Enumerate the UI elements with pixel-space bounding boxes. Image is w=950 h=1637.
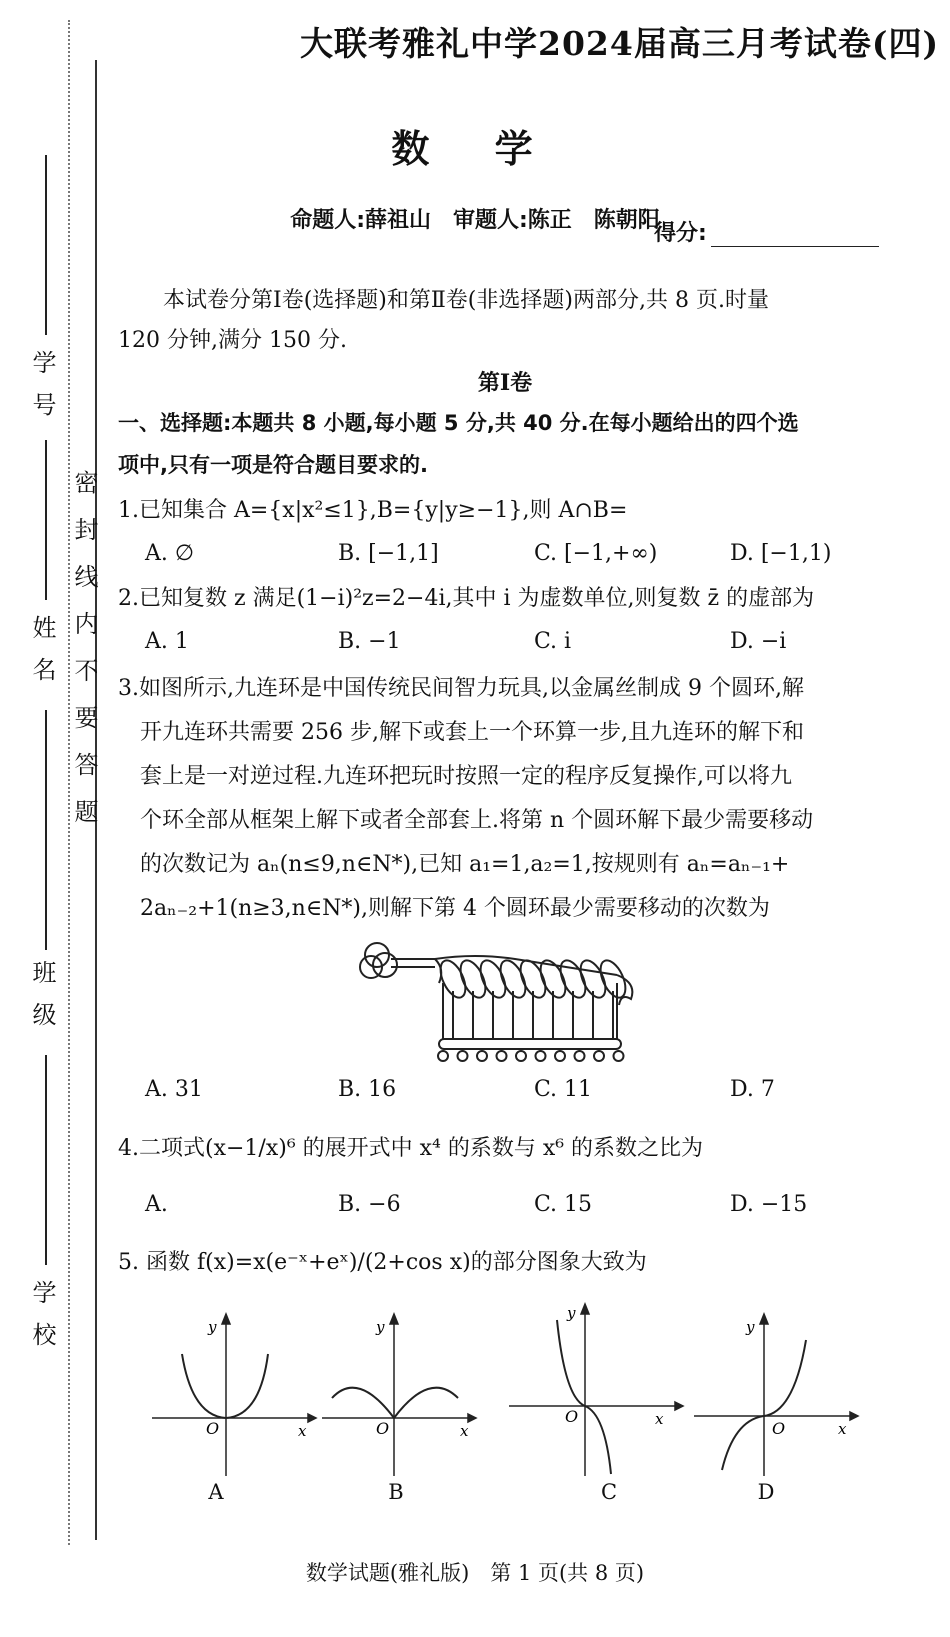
student-id-label: 学号 [28,350,56,434]
q2-option-c: C. i [534,629,572,654]
student-id-write-line [45,155,47,335]
graph-d-origin: O [772,1419,786,1438]
graph-option-d [690,1310,860,1480]
q5-stem: 5. 函数 f(x)=x(e⁻ˣ+eˣ)/(2+cos x)的部分图象大致为 [118,1250,647,1275]
q2-option-a: A. 1 [145,629,189,654]
binding-margin [0,0,100,1637]
subject-title: 数 学 [391,126,559,171]
q3-option-d: D. 7 [730,1077,775,1102]
name-write-line [45,440,47,600]
frame-bead-2 [458,1051,468,1061]
frame-bead-9 [594,1051,604,1061]
q3-stem-line-6: 2aₙ₋₂+1(n≥3,n∈N*),则解下第 4 个圆环最少需要移动的次数为 [140,896,770,921]
authors-line: 命题人:薛祖山 审题人:陈正 陈朝阳 [290,208,660,233]
frame-bead-6 [536,1051,546,1061]
graph-c-x-label: x [655,1410,664,1428]
graph-b-origin: O [376,1419,390,1438]
frame-bead-4 [497,1051,507,1061]
q1-stem: 1.已知集合 A={x|x²≤1},B={y|y≥−1},则 A∩B= [118,498,628,523]
graph-d-x-label: x [838,1420,847,1438]
graph-b-y-label: y [376,1318,385,1336]
frame-bead-10 [614,1051,624,1061]
section-line-2: 项中,只有一项是符合题目要求的. [118,453,428,477]
q2-stem: 2.已知复数 z 满足(1−i)²z=2−4i,其中 i 为虚数单位,则复数 z̄ 的虚部为 [118,586,815,611]
school-label: 学校 [28,1280,56,1364]
graph-c-caption: C [600,1480,618,1504]
graph-b-caption: B [388,1480,404,1504]
q1-option-c: C. [−1,+∞) [534,541,658,566]
name-label: 姓名 [28,615,56,699]
score-field [654,216,879,247]
score-write-line [711,226,879,247]
frame-bead-3 [477,1051,487,1061]
graph-option-a [148,1310,318,1480]
graph-a-caption: A [208,1480,224,1504]
score-label: 得分: [654,221,707,246]
graph-b-x-label: x [460,1422,469,1440]
graph-a-y-label: y [208,1318,217,1336]
q3-stem-line-2: 开九连环共需要 256 步,解下或套上一个环算一步,且九连环的解下和 [140,720,804,745]
graph-d-y-label: y [746,1318,755,1336]
q1-option-d: D. [−1,1) [730,541,832,566]
graph-d-caption: D [757,1480,775,1504]
intro-line-2: 120 分钟,满分 150 分. [118,328,347,353]
q2-option-d: D. −i [730,629,787,654]
q3-stem-line-5: 的次数记为 aₙ(n≤9,n∈N*),已知 a₁=1,a₂=1,按规则有 aₙ=aₙ₋₁+ [140,852,790,877]
graph-a-x-label: x [298,1422,307,1440]
q2-option-b: B. −1 [338,629,401,654]
ring-handle-bar [435,956,617,975]
nine-linked-rings-figure [355,935,645,1065]
frame-bead-5 [516,1051,526,1061]
graph-c-origin: O [565,1407,579,1426]
q3-stem-line-1: 3.如图所示,九连环是中国传统民间智力玩具,以金属丝制成 9 个圆环,解 [118,676,804,701]
q1-option-a: A. ∅ [145,541,195,566]
q3-option-b: B. 16 [338,1077,397,1102]
q4-option-d: D. −15 [730,1192,808,1217]
q3-stem-line-3: 套上是一对逆过程.九连环把玩时按照一定的程序反复操作,可以将九 [140,764,792,789]
intro-line-1: 本试卷分第Ⅰ卷(选择题)和第Ⅱ卷(非选择题)两部分,共 8 页.时量 [163,288,769,313]
class-write-line [45,710,47,950]
q3-option-a: A. 31 [145,1077,203,1102]
frame-bead-8 [575,1051,585,1061]
graph-c-y-label: y [567,1304,576,1322]
class-label: 班级 [28,960,56,1044]
graph-option-b [318,1310,478,1480]
exam-title: 大联考雅礼中学2024届高三月考试卷(四) [300,24,940,63]
q4-stem: 4.二项式(x−1/x)⁶ 的展开式中 x⁴ 的系数与 x⁶ 的系数之比为 [118,1136,704,1161]
part-title: 第Ⅰ卷 [477,370,533,396]
page-footer: 数学试题(雅礼版) 第 1 页(共 8 页) [305,1561,645,1585]
q3-stem-line-4: 个环全部从框架上解下或者全部套上.将第 n 个圆环解下最少需要移动 [140,808,814,833]
graph-option-c [505,1300,685,1480]
graph-a-origin: O [206,1419,220,1438]
frame-bead-1 [438,1051,448,1061]
school-write-line [45,1055,47,1265]
q4-option-a: A. [145,1192,168,1217]
q4-option-c: C. 15 [534,1192,593,1217]
q3-option-c: C. 11 [534,1077,593,1102]
frame-bead-7 [555,1051,565,1061]
q4-option-b: B. −6 [338,1192,401,1217]
seal-notice: 密封线内不要答题 [70,470,98,846]
q1-option-b: B. [−1,1] [338,541,439,566]
section-line-1: 一、选择题:本题共 8 小题,每小题 5 分,共 40 分.在每小题给出的四个选 [118,411,799,435]
